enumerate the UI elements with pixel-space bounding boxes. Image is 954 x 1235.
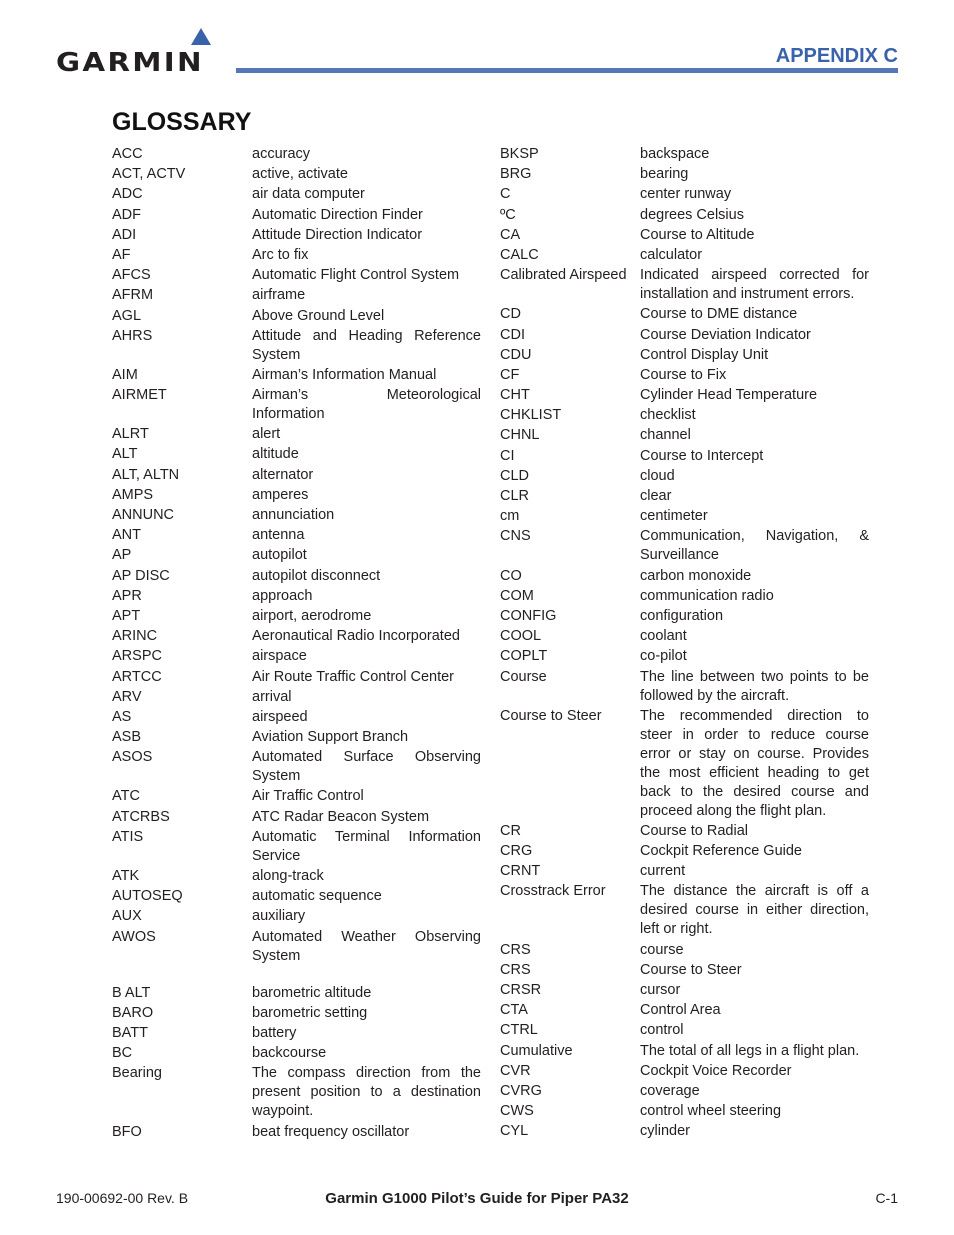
glossary-entry	[112, 366, 482, 385]
glossary-term: AS	[112, 708, 132, 725]
appendix-label: APPENDIX C	[775, 45, 898, 67]
glossary-entry	[112, 466, 482, 485]
glossary-definition: Automated Surface Observing System	[252, 749, 481, 785]
glossary-entry	[112, 506, 482, 525]
glossary-definition: Airman’s Meteorological Information	[252, 387, 481, 423]
glossary-definition: automatic sequence	[252, 888, 382, 905]
glossary-term: BARO	[112, 1004, 154, 1021]
glossary-entry	[112, 526, 482, 545]
glossary-definition: barometric altitude	[252, 984, 372, 1001]
glossary-definition: Air Route Traffic Control Center	[252, 668, 455, 685]
glossary-definition: co-pilot	[640, 648, 687, 665]
glossary-entry	[500, 1062, 870, 1081]
glossary-entry	[500, 981, 870, 1000]
glossary-entry	[500, 266, 870, 304]
glossary-definition: Cockpit Voice Recorder	[640, 1062, 792, 1079]
glossary-definition: annunciation	[252, 507, 335, 523]
glossary-entry	[112, 587, 482, 606]
glossary-definition: communication radio	[640, 587, 774, 604]
glossary-definition: airspeed	[252, 708, 308, 725]
glossary-entry	[112, 567, 482, 586]
glossary-entry	[112, 206, 482, 225]
glossary-column-right	[500, 145, 870, 1143]
glossary-entry	[500, 326, 870, 345]
glossary-definition: channel	[640, 427, 691, 444]
glossary-term: ATC	[112, 788, 140, 805]
glossary-definition: Attitude and Heading Reference System	[252, 327, 481, 363]
glossary-entry	[500, 1021, 870, 1040]
glossary-entry	[500, 587, 870, 606]
glossary-definition: course	[640, 941, 684, 958]
glossary-definition: Automatic Direction Finder	[252, 206, 423, 223]
glossary-definition: Course to Steer	[640, 961, 742, 978]
glossary-term: ARTCC	[112, 668, 162, 685]
glossary-entry	[500, 627, 870, 646]
glossary-definition: Cylinder Head Temperature	[640, 387, 818, 404]
glossary-term: ADC	[112, 186, 143, 203]
glossary-definition: battery	[252, 1024, 297, 1041]
glossary-definition: arrival	[252, 688, 292, 705]
glossary-term: CTRL	[500, 1022, 538, 1039]
glossary-entry	[112, 607, 482, 626]
glossary-definition: air data computer	[252, 186, 365, 203]
glossary-term: ALT, ALTN	[112, 466, 180, 483]
glossary-definition: control	[640, 1022, 684, 1039]
glossary-term: AHRS	[112, 327, 153, 344]
glossary-term: APT	[112, 607, 141, 624]
glossary-entry	[500, 527, 870, 565]
glossary-entry	[112, 668, 482, 687]
glossary-term: AP DISC	[112, 567, 170, 584]
glossary-definition: active, activate	[252, 166, 348, 183]
glossary-definition: along-track	[252, 868, 324, 884]
glossary-term: CD	[500, 306, 521, 323]
glossary-term: AFCS	[112, 267, 151, 284]
glossary-definition: The total of all legs in a flight plan.	[640, 1042, 860, 1059]
glossary-term: ºC	[500, 206, 516, 223]
glossary-entry	[500, 882, 870, 939]
glossary-term: AFRM	[112, 287, 154, 304]
glossary-entry	[112, 386, 482, 424]
glossary-term: BATT	[112, 1024, 148, 1041]
glossary-definition: carbon monoxide	[640, 567, 752, 584]
glossary-definition: airport, aerodrome	[252, 607, 372, 624]
glossary-term: CRS	[500, 941, 531, 958]
glossary-entry	[112, 1064, 482, 1121]
glossary-entry	[500, 961, 870, 980]
glossary-column-left	[112, 145, 482, 1143]
glossary-entry	[500, 1122, 870, 1141]
glossary-entry	[500, 822, 870, 841]
glossary-entry	[500, 346, 870, 365]
glossary-term: COPLT	[500, 648, 548, 665]
glossary-definition: backspace	[640, 146, 710, 162]
glossary-entry	[112, 1044, 482, 1063]
glossary-definition: antenna	[252, 527, 305, 544]
glossary-definition: barometric setting	[252, 1004, 368, 1021]
glossary-term: CO	[500, 567, 522, 584]
glossary-entry	[112, 867, 482, 886]
glossary-definition: Air Traffic Control	[252, 788, 364, 805]
glossary-definition: Course to Intercept	[640, 447, 764, 464]
glossary-entry	[112, 928, 482, 966]
glossary-entry	[112, 984, 482, 1003]
glossary-definition: Communication, Navigation, & Surveillance	[640, 528, 869, 564]
glossary-entry	[112, 1004, 482, 1023]
glossary-entry	[112, 1024, 482, 1043]
glossary-term: BRG	[500, 166, 532, 183]
glossary-definition: Control Area	[640, 1002, 721, 1019]
glossary-entry	[500, 426, 870, 445]
glossary-entry	[112, 808, 482, 827]
garmin-triangle-icon	[191, 28, 211, 45]
glossary-entry	[500, 185, 870, 204]
garmin-logo	[56, 28, 218, 78]
glossary-entry	[112, 907, 482, 926]
glossary-term: CNS	[500, 528, 531, 545]
glossary-entry	[112, 307, 482, 326]
glossary-term: BFO	[112, 1123, 142, 1140]
glossary-term: CDU	[500, 346, 532, 363]
glossary-term: COOL	[500, 628, 542, 645]
glossary-entry	[112, 445, 482, 464]
glossary-term: CLD	[500, 467, 530, 484]
glossary-definition: coverage	[640, 1082, 700, 1099]
glossary-term: ANNUNC	[112, 507, 175, 523]
glossary-entry	[500, 707, 870, 821]
glossary-definition: Indicated airspeed corrected for installation and instrument errors.	[640, 267, 869, 303]
glossary-definition: The line between two points to be followed by the aircraft.	[640, 668, 869, 704]
glossary-entry	[112, 887, 482, 906]
glossary-entry	[500, 1042, 870, 1061]
glossary-definition: Course to Altitude	[640, 226, 755, 243]
glossary-term: APR	[112, 587, 142, 604]
glossary-definition: accuracy	[252, 146, 311, 162]
glossary-entry	[112, 327, 482, 365]
glossary-entry	[112, 546, 482, 565]
glossary-term: ATK	[112, 868, 140, 884]
glossary-entry	[500, 206, 870, 225]
glossary-term: cm	[500, 508, 520, 525]
glossary-definition: Above Ground Level	[252, 307, 385, 324]
glossary-term: AWOS	[112, 928, 156, 945]
doc-number: 190-00692-00 Rev. B	[56, 1190, 189, 1206]
glossary-term: ATIS	[112, 828, 144, 845]
glossary-entry	[500, 1082, 870, 1101]
glossary-definition: configuration	[640, 607, 724, 624]
glossary-definition: degrees Celsius	[640, 206, 744, 223]
glossary-term: AF	[112, 246, 131, 263]
glossary-entry	[500, 507, 870, 526]
glossary-entry	[112, 627, 482, 646]
glossary-term: CRS	[500, 961, 531, 978]
glossary-entry	[112, 688, 482, 707]
glossary-definition: ATC Radar Beacon System	[252, 808, 430, 825]
glossary-definition: Automatic Terminal Information Service	[252, 828, 481, 864]
glossary-term: CVRG	[500, 1082, 542, 1099]
glossary-definition: beat frequency oscillator	[252, 1123, 410, 1140]
glossary-entry	[112, 708, 482, 727]
glossary-term: ACT, ACTV	[112, 166, 186, 183]
glossary-term: CDI	[500, 326, 525, 343]
glossary-definition: The distance the aircraft is off a desired course in either direction, left or right.	[640, 883, 869, 938]
glossary-definition: approach	[252, 587, 313, 604]
glossary-term: CTA	[500, 1002, 528, 1019]
glossary-entry	[500, 305, 870, 324]
glossary-entry	[112, 185, 482, 204]
glossary-term: ANT	[112, 527, 141, 544]
glossary-entry	[500, 366, 870, 385]
glossary-definition: airspace	[252, 648, 307, 665]
glossary-definition: The recommended direction to steer in order to reduce course error or stay on course. Provides the most efficient heading to get back to the desired course and proceed along the flight plan.	[640, 707, 869, 819]
glossary-entry	[112, 1123, 482, 1142]
glossary-term: ASB	[112, 729, 142, 746]
glossary-entry	[500, 862, 870, 881]
glossary-definition: amperes	[252, 486, 309, 503]
glossary-definition: cloud	[640, 467, 675, 484]
logo-text: GARMIN	[56, 48, 204, 78]
glossary-entry	[112, 145, 482, 164]
glossary-entry	[500, 1001, 870, 1020]
glossary-term: AIRMET	[112, 387, 167, 404]
glossary-definition: Aviation Support Branch	[252, 729, 409, 746]
glossary-term: C	[500, 186, 511, 203]
glossary-term: ATCRBS	[112, 808, 170, 825]
glossary-entry	[500, 447, 870, 466]
glossary-term: ADI	[112, 226, 137, 243]
glossary-definition: airframe	[252, 287, 306, 304]
glossary-definition: auxiliary	[252, 908, 306, 925]
glossary-entry	[500, 842, 870, 861]
glossary-term: CHT	[500, 387, 530, 404]
glossary-definition: Course to Radial	[640, 822, 748, 839]
glossary-entry	[500, 165, 870, 184]
glossary-entry	[500, 406, 870, 425]
glossary-entry	[112, 486, 482, 505]
glossary-entry	[500, 145, 870, 164]
glossary-term: Cumulative	[500, 1042, 573, 1059]
glossary-term: CHKLIST	[500, 407, 562, 424]
glossary-entry	[500, 487, 870, 506]
guide-title: Garmin G1000 Pilot’s Guide for Piper PA32	[325, 1190, 629, 1207]
glossary-definition: calculator	[640, 246, 703, 263]
glossary-term: ALT	[112, 446, 138, 463]
page-title: GLOSSARY	[112, 108, 252, 136]
glossary-definition: Course to Fix	[640, 366, 727, 383]
glossary-term: Course to Steer	[500, 707, 602, 724]
glossary-definition: Aeronautical Radio Incorporated	[252, 628, 460, 645]
glossary-term: ADF	[112, 206, 141, 223]
glossary-entry	[500, 607, 870, 626]
glossary-entry	[112, 425, 482, 444]
glossary-definition: autopilot	[252, 547, 307, 564]
glossary-term: COM	[500, 587, 534, 604]
glossary-entry	[500, 246, 870, 265]
glossary-term: Course	[500, 668, 547, 685]
glossary-entry	[500, 226, 870, 245]
glossary-term: CRG	[500, 843, 533, 860]
glossary-term: CR	[500, 822, 521, 839]
glossary-term: CLR	[500, 488, 530, 504]
glossary-definition: coolant	[640, 628, 687, 645]
glossary-definition: control wheel steering	[640, 1103, 782, 1120]
glossary-definition: cursor	[640, 982, 681, 998]
glossary-definition: Arc to fix	[252, 246, 309, 263]
glossary-entry	[112, 226, 482, 245]
glossary-definition: current	[640, 863, 686, 880]
glossary-definition: autopilot disconnect	[252, 567, 381, 584]
glossary-entry	[500, 668, 870, 706]
glossary-entry	[112, 748, 482, 786]
glossary-entry	[112, 728, 482, 747]
glossary-definition: center runway	[640, 186, 732, 203]
glossary-term: AMPS	[112, 486, 154, 503]
glossary-entry	[500, 467, 870, 486]
glossary-entry	[112, 246, 482, 265]
glossary-entry	[112, 787, 482, 806]
glossary-term: CRSR	[500, 982, 542, 998]
glossary-definition: alert	[252, 426, 281, 443]
glossary-entry	[112, 647, 482, 666]
glossary-entry	[500, 941, 870, 960]
glossary-term: CA	[500, 226, 521, 243]
glossary-term: B ALT	[112, 984, 151, 1001]
glossary-term: ACC	[112, 146, 143, 162]
glossary-term: ASOS	[112, 749, 153, 766]
glossary-term: Calibrated Airspeed	[500, 267, 627, 284]
glossary-term: AP	[112, 547, 132, 564]
glossary-term: ARINC	[112, 628, 158, 645]
glossary-term: AUTOSEQ	[112, 888, 183, 905]
glossary-definition: Course to DME distance	[640, 306, 798, 323]
glossary-definition: Airman’s Information Manual	[252, 366, 437, 383]
glossary-definition: Control Display Unit	[640, 346, 769, 363]
glossary-definition: centimeter	[640, 508, 708, 525]
glossary-term: CYL	[500, 1123, 529, 1140]
glossary-term: ALRT	[112, 426, 149, 443]
glossary-definition: Attitude Direction Indicator	[252, 226, 423, 243]
glossary-term: CVR	[500, 1062, 531, 1079]
header-rule	[236, 68, 898, 73]
glossary-term: ARV	[112, 688, 142, 705]
glossary-term: Crosstrack Error	[500, 883, 606, 900]
glossary-definition: checklist	[640, 407, 696, 424]
glossary-entry	[112, 165, 482, 184]
glossary-definition: clear	[640, 488, 672, 504]
glossary-term: CF	[500, 366, 520, 383]
glossary-term: CONFIG	[500, 607, 557, 624]
glossary-definition: Cockpit Reference Guide	[640, 843, 802, 860]
glossary-definition: Automated Weather Observing System	[252, 928, 481, 964]
glossary-definition: bearing	[640, 166, 689, 183]
glossary-term: CI	[500, 447, 515, 464]
glossary-definition: Course Deviation Indicator	[640, 326, 811, 343]
glossary-term: Bearing	[112, 1065, 162, 1082]
glossary-entry	[112, 286, 482, 305]
glossary-entry	[500, 386, 870, 405]
glossary-definition: cylinder	[640, 1123, 690, 1140]
glossary-entry	[500, 647, 870, 666]
glossary-definition: backcourse	[252, 1045, 327, 1062]
glossary-term: CALC	[500, 246, 539, 263]
glossary-definition: alternator	[252, 466, 314, 483]
glossary-entry	[112, 266, 482, 285]
glossary-term: BKSP	[500, 146, 539, 162]
glossary-term: AUX	[112, 908, 142, 925]
glossary-entry	[112, 828, 482, 866]
glossary-entry	[500, 1102, 870, 1121]
glossary-term: CHNL	[500, 427, 540, 444]
glossary-definition: Automatic Flight Control System	[252, 267, 460, 284]
glossary-term: AGL	[112, 307, 142, 324]
glossary-term: BC	[112, 1045, 133, 1062]
page-number: C-1	[875, 1190, 898, 1206]
glossary-term: ARSPC	[112, 648, 162, 665]
glossary-definition: altitude	[252, 446, 299, 463]
glossary-term: CRNT	[500, 863, 541, 880]
glossary-entry	[500, 567, 870, 586]
glossary-term: AIM	[112, 366, 138, 383]
glossary-definition: The compass direction from the present position to a destination waypoint.	[252, 1065, 481, 1120]
glossary-term: CWS	[500, 1103, 534, 1120]
